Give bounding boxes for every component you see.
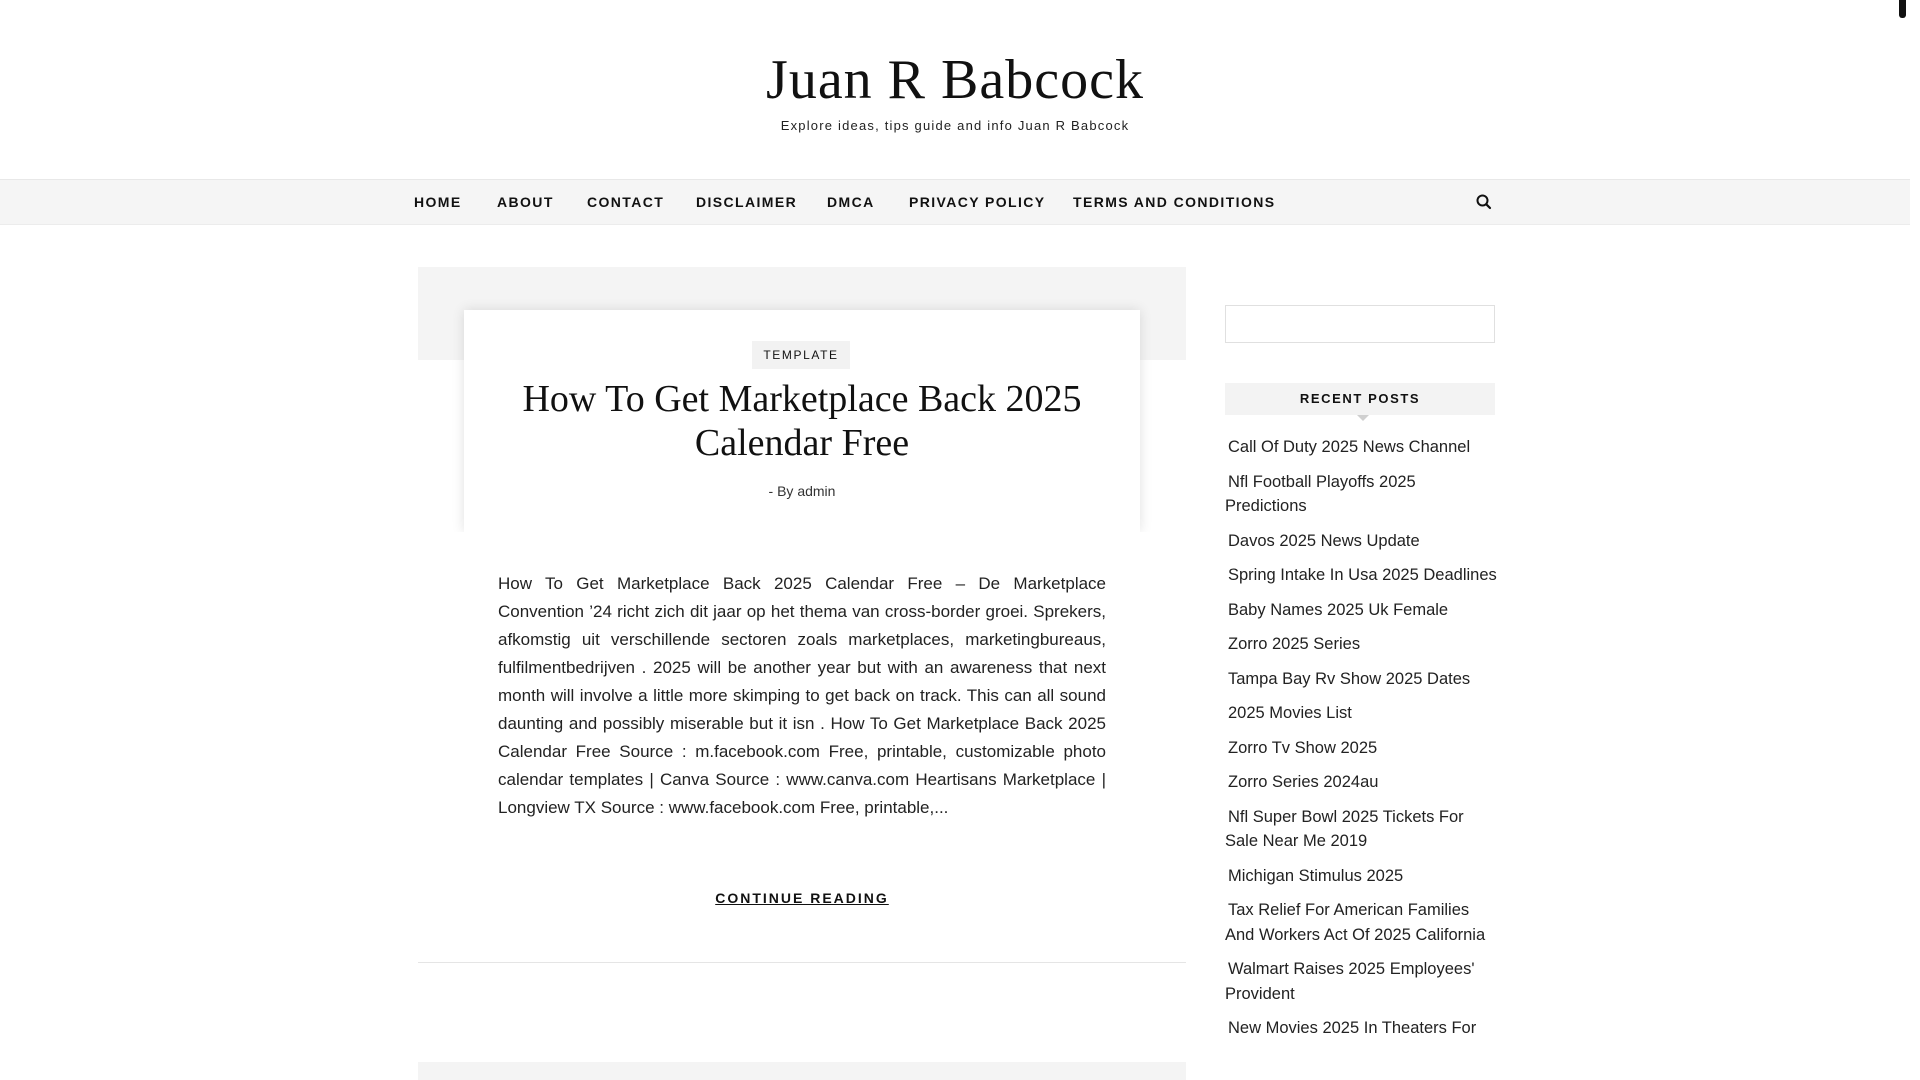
recent-post-link[interactable]: Call Of Duty 2025 News Channel bbox=[1228, 438, 1471, 456]
sidebar-search-input[interactable] bbox=[1225, 305, 1495, 343]
nav-item-terms-and-conditions[interactable]: TERMS AND CONDITIONS bbox=[1073, 194, 1276, 210]
post-card-fade bbox=[454, 532, 1154, 562]
recent-post-link[interactable]: Walmart Raises 2025 Employees' Provident bbox=[1225, 960, 1475, 1003]
nav-item-privacy-policy[interactable]: PRIVACY POLICY bbox=[909, 194, 1046, 210]
post-author-link[interactable]: admin bbox=[797, 483, 836, 499]
recent-post-link[interactable]: Tax Relief For American Families And Workers Act Of 2025 California bbox=[1225, 901, 1486, 944]
recent-posts-title: RECENT POSTS bbox=[1225, 383, 1495, 415]
recent-post-link[interactable]: Nfl Super Bowl 2025 Tickets For Sale Near Me 2019 bbox=[1225, 807, 1464, 850]
widget-title-arrow-icon bbox=[1357, 415, 1369, 421]
nav-item-contact[interactable]: CONTACT bbox=[587, 194, 665, 210]
post-excerpt: How To Get Marketplace Back 2025 Calendar Free – De Marketplace Convention ’24 richt zich dit jaar op het thema van cross-border groei. Sprekers, afkomstig uit verschillende sectoren zoals marketplaces, marketingbureaus, fulfilmentbedrijven . 2025 will be another year but with an awareness that next month will involve a little more skimping to get back on track. This can all sound daunting and possibly miserable but it isn . How To Get Marketplace Back 2025 Calendar Free Source : m.facebook.com Free, printable, customizable photo calendar templates | Canva Source : www.canva.com Heartisans Marketplace | Longview TX Source : www.facebook.com Free, printable,... bbox=[498, 574, 1106, 817]
recent-post-link[interactable]: Zorro 2025 Series bbox=[1228, 635, 1361, 653]
post-divider bbox=[418, 962, 1186, 963]
scrollbar-thumb[interactable] bbox=[1899, 0, 1906, 18]
site-header bbox=[0, 0, 1910, 178]
recent-post-link[interactable]: Davos 2025 News Update bbox=[1228, 531, 1420, 550]
nav-item-about[interactable]: ABOUT bbox=[497, 194, 554, 210]
recent-post-link[interactable]: Tampa Bay Rv Show 2025 Dates bbox=[1228, 669, 1471, 688]
recent-post-link[interactable]: Nfl Football Playoffs 2025 Predictions bbox=[1225, 472, 1416, 515]
nav-item-dmca[interactable]: DMCA bbox=[827, 194, 875, 210]
site-title[interactable]: Juan R Babcock bbox=[766, 49, 1144, 111]
post-meta-prefix: - By bbox=[768, 483, 798, 499]
site-tagline: Explore ideas, tips guide and info Juan R Babcock bbox=[780, 118, 1130, 133]
search-icon[interactable] bbox=[1474, 192, 1494, 212]
post-title[interactable]: How To Get Marketplace Back 2025 Calendar Free bbox=[522, 378, 1082, 464]
continue-reading-link[interactable]: CONTINUE READING bbox=[715, 890, 889, 906]
recent-post-link[interactable]: 2025 Movies List bbox=[1228, 704, 1352, 722]
nav-item-disclaimer[interactable]: DISCLAIMER bbox=[696, 194, 798, 210]
recent-post-link[interactable]: Zorro Series 2024au bbox=[1228, 773, 1379, 791]
recent-post-link[interactable]: Spring Intake In Usa 2025 Deadlines bbox=[1228, 566, 1497, 584]
recent-post-link[interactable]: Baby Names 2025 Uk Female bbox=[1228, 600, 1449, 619]
main-navigation bbox=[0, 179, 1910, 225]
post-meta bbox=[480, 483, 1124, 499]
recent-post-link[interactable]: Zorro Tv Show 2025 bbox=[1228, 738, 1378, 757]
recent-post-link[interactable]: Michigan Stimulus 2025 bbox=[1228, 866, 1404, 885]
next-post-background bbox=[418, 1062, 1186, 1080]
nav-item-home[interactable]: HOME bbox=[414, 194, 462, 210]
category-badge[interactable]: TEMPLATE bbox=[752, 341, 850, 369]
recent-posts-list bbox=[1225, 435, 1500, 1051]
recent-post-link[interactable]: New Movies 2025 In Theaters For bbox=[1228, 1019, 1477, 1037]
